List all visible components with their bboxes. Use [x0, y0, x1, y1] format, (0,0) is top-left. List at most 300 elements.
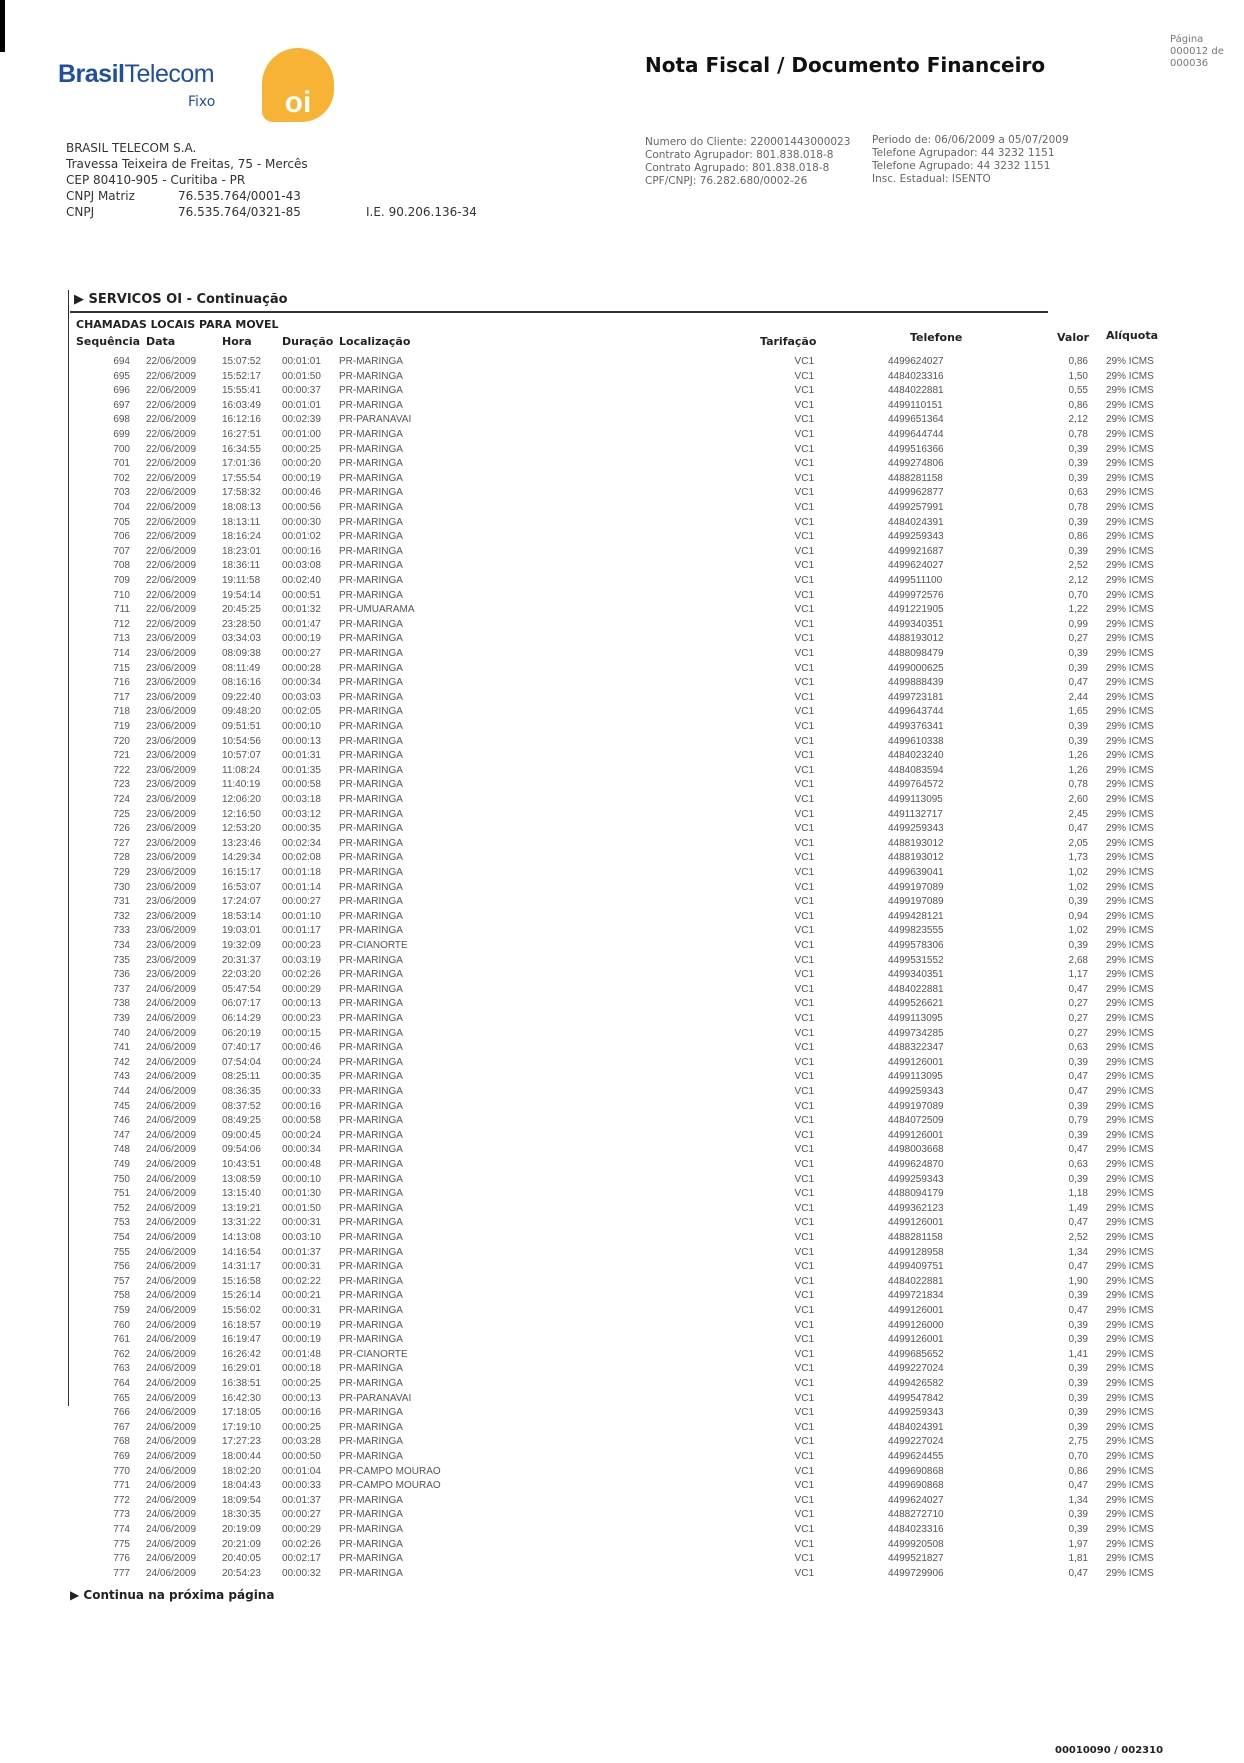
cell-aliquota: 29% ICMS: [1106, 502, 1154, 513]
cell-aliquota: 29% ICMS: [1106, 1378, 1154, 1389]
cell-aliquota: 29% ICMS: [1106, 560, 1154, 572]
cell-duracao: 00:00:51: [282, 589, 321, 601]
cell-valor: 0,47: [1068, 1086, 1088, 1097]
cell-loc: PR-MARINGA: [339, 1421, 403, 1433]
cell-valor: 0,47: [1068, 1567, 1088, 1579]
cell-valor: 0,39: [1068, 545, 1088, 557]
cell-valor: 1,02: [1068, 867, 1088, 878]
cell-hora: 13:19:21: [222, 1202, 261, 1214]
cell-tarifacao: VC1: [794, 1524, 814, 1535]
cell-loc: PR-MARINGA: [339, 1538, 403, 1550]
cell-loc: PR-MARINGA: [339, 399, 403, 411]
cell-seq: 766: [113, 1407, 130, 1419]
cell-date: 23/06/2009: [146, 969, 197, 981]
cell-tarifacao: VC1: [794, 1538, 814, 1550]
cell-aliquota: 29% ICMS: [1106, 1159, 1154, 1170]
cell-aliquota: 29% ICMS: [1106, 1042, 1154, 1054]
cell-valor: 1,49: [1068, 1202, 1088, 1214]
cell-seq: 703: [113, 487, 130, 499]
cell-telefone: 4484023240: [888, 750, 944, 762]
table-row: [0, 940, 1244, 953]
cell-telefone: 4488281158: [888, 1232, 943, 1243]
cell-seq: 772: [113, 1494, 130, 1506]
cell-date: 24/06/2009: [146, 1305, 197, 1316]
cell-tarifacao: VC1: [794, 1363, 814, 1375]
cell-duracao: 00:03:19: [282, 954, 321, 966]
cell-aliquota: 29% ICMS: [1106, 399, 1154, 411]
cell-telefone: 4499734285: [888, 1027, 944, 1039]
cell-aliquota: 29% ICMS: [1106, 429, 1154, 440]
cell-telefone: 4484022881: [888, 385, 944, 397]
cell-aliquota: 29% ICMS: [1106, 735, 1154, 747]
cell-aliquota: 29% ICMS: [1106, 1027, 1154, 1039]
cell-hora: 07:54:04: [222, 1056, 261, 1068]
cell-hora: 20:40:05: [222, 1553, 261, 1565]
cell-date: 22/06/2009: [146, 545, 197, 557]
cell-tarifacao: VC1: [794, 677, 814, 689]
cell-hora: 18:09:54: [222, 1494, 261, 1506]
cell-seq: 696: [113, 385, 130, 397]
cell-date: 24/06/2009: [146, 998, 197, 1010]
cell-duracao: 00:01:50: [282, 370, 321, 382]
cell-date: 24/06/2009: [146, 1246, 197, 1258]
cell-loc: PR-MARINGA: [339, 1290, 403, 1302]
cell-valor: 0,39: [1068, 1129, 1088, 1141]
cell-date: 24/06/2009: [146, 1421, 197, 1433]
cell-loc: PR-MARINGA: [339, 385, 403, 397]
cell-seq: 709: [113, 575, 130, 586]
cell-seq: 775: [113, 1538, 130, 1550]
cell-date: 24/06/2009: [146, 1261, 197, 1273]
cell-date: 23/06/2009: [146, 823, 197, 835]
cell-seq: 763: [113, 1363, 130, 1375]
cell-loc: PR-MARINGA: [339, 487, 403, 499]
cell-date: 23/06/2009: [146, 648, 197, 659]
cell-valor: 0,47: [1068, 823, 1088, 835]
header-duracao: Duração: [282, 335, 334, 348]
table-row: [0, 1334, 1244, 1347]
cell-telefone: 4499274806: [888, 458, 944, 470]
cell-duracao: 00:02:34: [282, 837, 321, 849]
cell-tarifacao: VC1: [794, 1378, 814, 1389]
cell-valor: 0,39: [1068, 1509, 1088, 1521]
cell-telefone: 4499920508: [888, 1538, 944, 1550]
cell-duracao: 00:00:15: [282, 1027, 321, 1039]
table-row: [0, 838, 1244, 851]
cell-date: 24/06/2009: [146, 1553, 197, 1565]
cell-aliquota: 29% ICMS: [1106, 1275, 1154, 1287]
cell-loc: PR-MARINGA: [339, 983, 403, 995]
cell-valor: 0,27: [1068, 1013, 1088, 1024]
cell-duracao: 00:00:31: [282, 1305, 321, 1316]
cell-hora: 16:27:51: [222, 429, 261, 440]
cell-hora: 18:02:20: [222, 1465, 261, 1477]
cell-valor: 0,39: [1068, 1100, 1088, 1112]
cell-date: 24/06/2009: [146, 1451, 197, 1462]
cell-seq: 769: [113, 1451, 130, 1462]
cell-loc: PR-MARINGA: [339, 808, 403, 820]
cell-telefone: 4499227024: [888, 1436, 944, 1448]
cell-aliquota: 29% ICMS: [1106, 896, 1154, 908]
cell-seq: 750: [113, 1173, 130, 1185]
cell-duracao: 00:00:35: [282, 823, 321, 835]
table-row: [0, 1130, 1244, 1143]
cell-duracao: 00:00:25: [282, 1421, 321, 1433]
cell-duracao: 00:03:18: [282, 794, 321, 805]
cell-tarifacao: VC1: [794, 954, 814, 966]
cell-hora: 18:36:11: [222, 560, 261, 572]
cell-tarifacao: VC1: [794, 458, 814, 470]
cell-tarifacao: VC1: [794, 691, 814, 703]
cell-date: 24/06/2009: [146, 1538, 197, 1550]
cell-loc: PR-MARINGA: [339, 662, 403, 674]
cell-date: 24/06/2009: [146, 1480, 197, 1492]
cell-tarifacao: VC1: [794, 1129, 814, 1141]
cell-tarifacao: VC1: [794, 779, 814, 791]
table-row: [0, 736, 1244, 749]
cell-aliquota: 29% ICMS: [1106, 983, 1154, 995]
cell-duracao: 00:03:12: [282, 808, 321, 820]
cell-date: 24/06/2009: [146, 1173, 197, 1185]
table-row: [0, 955, 1244, 968]
cell-valor: 0,70: [1068, 1451, 1088, 1462]
cell-date: 22/06/2009: [146, 560, 197, 572]
cell-valor: 1,73: [1068, 852, 1088, 864]
cell-tarifacao: VC1: [794, 1100, 814, 1112]
cell-date: 24/06/2009: [146, 1042, 197, 1054]
cell-loc: PR-MARINGA: [339, 1509, 403, 1521]
table-row: [0, 1451, 1244, 1464]
cell-seq: 751: [113, 1188, 130, 1200]
cell-telefone: 4498003668: [888, 1144, 944, 1156]
cell-aliquota: 29% ICMS: [1106, 1436, 1154, 1448]
cell-valor: 1,65: [1068, 706, 1088, 718]
cell-hora: 18:13:11: [222, 516, 261, 528]
cell-date: 23/06/2009: [146, 852, 197, 864]
cell-duracao: 00:02:17: [282, 1553, 321, 1565]
cell-tarifacao: VC1: [794, 837, 814, 849]
cell-aliquota: 29% ICMS: [1106, 385, 1154, 397]
cell-tarifacao: VC1: [794, 385, 814, 397]
cell-seq: 711: [114, 604, 130, 616]
table-row: [0, 1436, 1244, 1449]
cell-duracao: 00:00:33: [282, 1086, 321, 1097]
cell-tarifacao: VC1: [794, 502, 814, 513]
cell-duracao: 00:02:05: [282, 706, 321, 718]
cell-duracao: 00:01:31: [282, 750, 321, 762]
cell-loc: PR-MARINGA: [339, 1334, 403, 1346]
table-row: [0, 1320, 1244, 1333]
cell-valor: 2,05: [1068, 837, 1088, 849]
cell-loc: PR-MARINGA: [339, 1246, 403, 1258]
cell-telefone: 4499126001: [888, 1056, 944, 1068]
cell-telefone: 4499721834: [888, 1290, 944, 1302]
cell-seq: 753: [113, 1217, 130, 1229]
cell-telefone: 4499723181: [888, 691, 944, 703]
cell-date: 22/06/2009: [146, 575, 197, 586]
cell-valor: 0,39: [1068, 1378, 1088, 1389]
cell-telefone: 4499259343: [888, 1173, 944, 1185]
cell-seq: 757: [113, 1275, 130, 1287]
table-row: [0, 706, 1244, 719]
cell-duracao: 00:01:35: [282, 764, 321, 776]
cell-hora: 15:07:52: [222, 356, 261, 367]
cell-tarifacao: VC1: [794, 589, 814, 601]
document-code: 00010090 / 002310: [1055, 1745, 1164, 1756]
cell-valor: 0,86: [1068, 1465, 1088, 1477]
cell-telefone: 4499531552: [888, 954, 944, 966]
cell-loc: PR-MARINGA: [339, 1407, 403, 1419]
cell-hora: 20:45:25: [222, 604, 261, 616]
cell-hora: 09:54:06: [222, 1144, 261, 1156]
cell-valor: 0,78: [1068, 429, 1088, 440]
cell-telefone: 4499113095: [888, 1071, 943, 1083]
cell-valor: 2,60: [1068, 794, 1088, 805]
cell-tarifacao: VC1: [794, 560, 814, 572]
cell-tarifacao: VC1: [794, 516, 814, 528]
cell-seq: 698: [113, 414, 130, 426]
table-row: [0, 356, 1244, 369]
cell-date: 22/06/2009: [146, 370, 197, 382]
cell-loc: PR-MARINGA: [339, 516, 403, 528]
cell-seq: 702: [113, 472, 130, 484]
cell-duracao: 00:01:10: [282, 910, 321, 922]
cell-aliquota: 29% ICMS: [1106, 370, 1154, 382]
cell-valor: 0,39: [1068, 1334, 1088, 1346]
cell-tarifacao: VC1: [794, 750, 814, 762]
cell-duracao: 00:00:19: [282, 633, 321, 645]
table-row: [0, 633, 1244, 646]
cell-loc: PR-MARINGA: [339, 1261, 403, 1273]
cell-seq: 706: [113, 531, 130, 543]
cell-duracao: 00:03:08: [282, 560, 321, 572]
cell-duracao: 00:00:21: [282, 1290, 321, 1302]
table-row: [0, 998, 1244, 1011]
cell-loc: PR-MARINGA: [339, 691, 403, 703]
cell-tarifacao: VC1: [794, 414, 814, 426]
cell-aliquota: 29% ICMS: [1106, 998, 1154, 1010]
table-row: [0, 1144, 1244, 1157]
cell-duracao: 00:00:16: [282, 1100, 321, 1112]
cell-valor: 0,39: [1068, 1363, 1088, 1375]
table-row: [0, 896, 1244, 909]
cell-duracao: 00:00:19: [282, 472, 321, 484]
cell-loc: PR-MARINGA: [339, 370, 403, 382]
cell-loc: PR-MARINGA: [339, 1524, 403, 1535]
cell-valor: 0,47: [1068, 677, 1088, 689]
cell-aliquota: 29% ICMS: [1106, 764, 1154, 776]
cell-seq: 739: [113, 1013, 130, 1024]
cell-duracao: 00:01:37: [282, 1494, 321, 1506]
cell-hora: 18:23:01: [222, 545, 261, 557]
cell-loc: PR-MARINGA: [339, 1027, 403, 1039]
cell-aliquota: 29% ICMS: [1106, 691, 1154, 703]
cell-loc: PR-MARINGA: [339, 896, 403, 908]
cell-duracao: 00:02:08: [282, 852, 321, 864]
cell-valor: 0,39: [1068, 896, 1088, 908]
cell-hora: 19:32:09: [222, 940, 261, 951]
cell-loc: PR-CAMPO MOURAO: [339, 1480, 441, 1492]
cell-aliquota: 29% ICMS: [1106, 356, 1154, 367]
cell-loc: PR-MARINGA: [339, 1217, 403, 1229]
cell-aliquota: 29% ICMS: [1106, 677, 1154, 689]
brasil-telecom-logo: BrasilTelecom: [58, 60, 215, 88]
cell-loc: PR-MARINGA: [339, 443, 403, 455]
cell-duracao: 00:02:39: [282, 414, 321, 426]
cell-date: 24/06/2009: [146, 1056, 197, 1068]
cell-tarifacao: VC1: [794, 545, 814, 557]
cell-hora: 16:03:49: [222, 399, 261, 411]
cell-duracao: 00:00:46: [282, 1042, 321, 1054]
cell-aliquota: 29% ICMS: [1106, 1509, 1154, 1521]
cell-date: 24/06/2009: [146, 1086, 197, 1097]
cell-loc: PR-MARINGA: [339, 1363, 403, 1375]
table-row: [0, 1378, 1244, 1391]
cell-date: 23/06/2009: [146, 662, 197, 674]
cell-valor: 0,39: [1068, 1524, 1088, 1535]
scan-artifact: [0, 0, 5, 52]
cell-loc: PR-MARINGA: [339, 764, 403, 776]
cell-duracao: 00:00:34: [282, 1144, 321, 1156]
table-row: [0, 765, 1244, 778]
cell-telefone: 4499340351: [888, 969, 944, 981]
cell-aliquota: 29% ICMS: [1106, 1407, 1154, 1419]
cell-valor: 0,47: [1068, 983, 1088, 995]
table-row: [0, 1261, 1244, 1274]
table-row: [0, 487, 1244, 500]
cell-loc: PR-MARINGA: [339, 560, 403, 572]
cell-valor: 2,45: [1068, 808, 1088, 820]
cell-duracao: 00:03:10: [282, 1232, 321, 1243]
client-info-left: Numero do Cliente: 220001443000023 Contrato Agrupador: 801.838.018-8 Contrato Agrupado: 801.838.018-8 CPF/CNPJ: 76.282.680/0002-26: [645, 136, 851, 187]
cell-duracao: 00:00:35: [282, 1071, 321, 1083]
cell-date: 23/06/2009: [146, 779, 197, 791]
cell-seq: 734: [113, 940, 130, 951]
cell-seq: 746: [113, 1115, 130, 1127]
cell-tarifacao: VC1: [794, 1465, 814, 1477]
cell-tarifacao: VC1: [794, 1115, 814, 1127]
cell-aliquota: 29% ICMS: [1106, 1173, 1154, 1185]
cell-duracao: 00:00:10: [282, 1173, 321, 1185]
cell-duracao: 00:02:26: [282, 969, 321, 981]
cell-hora: 20:31:37: [222, 954, 261, 966]
cell-seq: 736: [113, 969, 130, 981]
table-row: [0, 779, 1244, 792]
cell-aliquota: 29% ICMS: [1106, 852, 1154, 864]
cell-tarifacao: VC1: [794, 910, 814, 922]
table-row: [0, 560, 1244, 573]
cell-hora: 18:04:43: [222, 1480, 261, 1492]
cell-seq: 764: [113, 1378, 130, 1389]
cell-hora: 18:00:44: [222, 1451, 261, 1462]
cell-hora: 12:06:20: [222, 794, 261, 805]
cell-tarifacao: VC1: [794, 1567, 814, 1579]
cell-date: 23/06/2009: [146, 881, 197, 893]
cell-loc: PR-MARINGA: [339, 589, 403, 601]
cell-tarifacao: VC1: [794, 1188, 814, 1200]
cell-telefone: 4488193012: [888, 837, 944, 849]
cell-aliquota: 29% ICMS: [1106, 1086, 1154, 1097]
cell-telefone: 4499685652: [888, 1348, 944, 1360]
table-row: [0, 1174, 1244, 1187]
cell-duracao: 00:01:37: [282, 1246, 321, 1258]
cell-aliquota: 29% ICMS: [1106, 1056, 1154, 1068]
cell-valor: 1,26: [1068, 764, 1088, 776]
cell-seq: 760: [113, 1319, 130, 1331]
client-info-right: Periodo de: 06/06/2009 a 05/07/2009 Telefone Agrupador: 44 3232 1151 Telefone Agrupado: 44 3232 1151 Insc. Estadual: ISENTO: [872, 134, 1069, 185]
table-row: [0, 1071, 1244, 1084]
cell-aliquota: 29% ICMS: [1106, 1290, 1154, 1302]
cell-seq: 768: [113, 1436, 130, 1448]
cell-tarifacao: VC1: [794, 1202, 814, 1214]
cell-tarifacao: VC1: [794, 1071, 814, 1083]
cell-date: 23/06/2009: [146, 808, 197, 820]
cell-aliquota: 29% ICMS: [1106, 1013, 1154, 1024]
table-row: [0, 969, 1244, 982]
cell-tarifacao: VC1: [794, 1392, 814, 1404]
cell-hora: 20:54:23: [222, 1567, 261, 1579]
cell-loc: PR-MARINGA: [339, 356, 403, 367]
table-row: [0, 429, 1244, 442]
cell-aliquota: 29% ICMS: [1106, 531, 1154, 543]
cell-date: 24/06/2009: [146, 1275, 197, 1287]
cell-seq: 717: [113, 691, 130, 703]
cell-telefone: 4488272710: [888, 1509, 944, 1521]
table-row: [0, 1276, 1244, 1289]
cell-date: 24/06/2009: [146, 1348, 197, 1360]
cell-aliquota: 29% ICMS: [1106, 808, 1154, 820]
cell-loc: PR-MARINGA: [339, 794, 403, 805]
cell-date: 24/06/2009: [146, 1334, 197, 1346]
cell-hora: 22:03:20: [222, 969, 261, 981]
cell-valor: 0,99: [1068, 618, 1088, 630]
cell-duracao: 00:00:20: [282, 458, 321, 470]
cell-date: 22/06/2009: [146, 487, 197, 499]
cell-duracao: 00:00:19: [282, 1334, 321, 1346]
cell-seq: 759: [113, 1305, 130, 1316]
cell-loc: PR-MARINGA: [339, 1305, 403, 1316]
cell-valor: 0,86: [1068, 356, 1088, 367]
cell-telefone: 4491221905: [888, 604, 944, 616]
cell-valor: 0,39: [1068, 1056, 1088, 1068]
cell-seq: 735: [113, 954, 130, 966]
cell-duracao: 00:01:00: [282, 429, 321, 440]
cell-seq: 749: [113, 1159, 130, 1170]
cell-date: 23/06/2009: [146, 735, 197, 747]
cell-tarifacao: VC1: [794, 429, 814, 440]
cell-hora: 08:36:35: [222, 1086, 261, 1097]
cell-valor: 1,90: [1068, 1275, 1088, 1287]
cell-aliquota: 29% ICMS: [1106, 750, 1154, 762]
cell-aliquota: 29% ICMS: [1106, 794, 1154, 805]
cell-seq: 755: [113, 1246, 130, 1258]
cell-tarifacao: VC1: [794, 998, 814, 1010]
cell-seq: 741: [113, 1042, 130, 1054]
cell-hora: 18:16:24: [222, 531, 261, 543]
cell-hora: 15:16:58: [222, 1275, 261, 1287]
cell-tarifacao: VC1: [794, 1013, 814, 1024]
cell-duracao: 00:00:29: [282, 1524, 321, 1535]
cell-duracao: 00:01:02: [282, 531, 321, 543]
cell-hora: 16:12:16: [222, 414, 261, 426]
cell-seq: 708: [113, 560, 130, 572]
cell-aliquota: 29% ICMS: [1106, 443, 1154, 455]
cell-telefone: 4499126001: [888, 1129, 944, 1141]
cell-date: 24/06/2009: [146, 1567, 197, 1579]
cell-seq: 774: [113, 1524, 130, 1535]
cell-hora: 19:03:01: [222, 925, 261, 937]
cell-date: 22/06/2009: [146, 531, 197, 543]
